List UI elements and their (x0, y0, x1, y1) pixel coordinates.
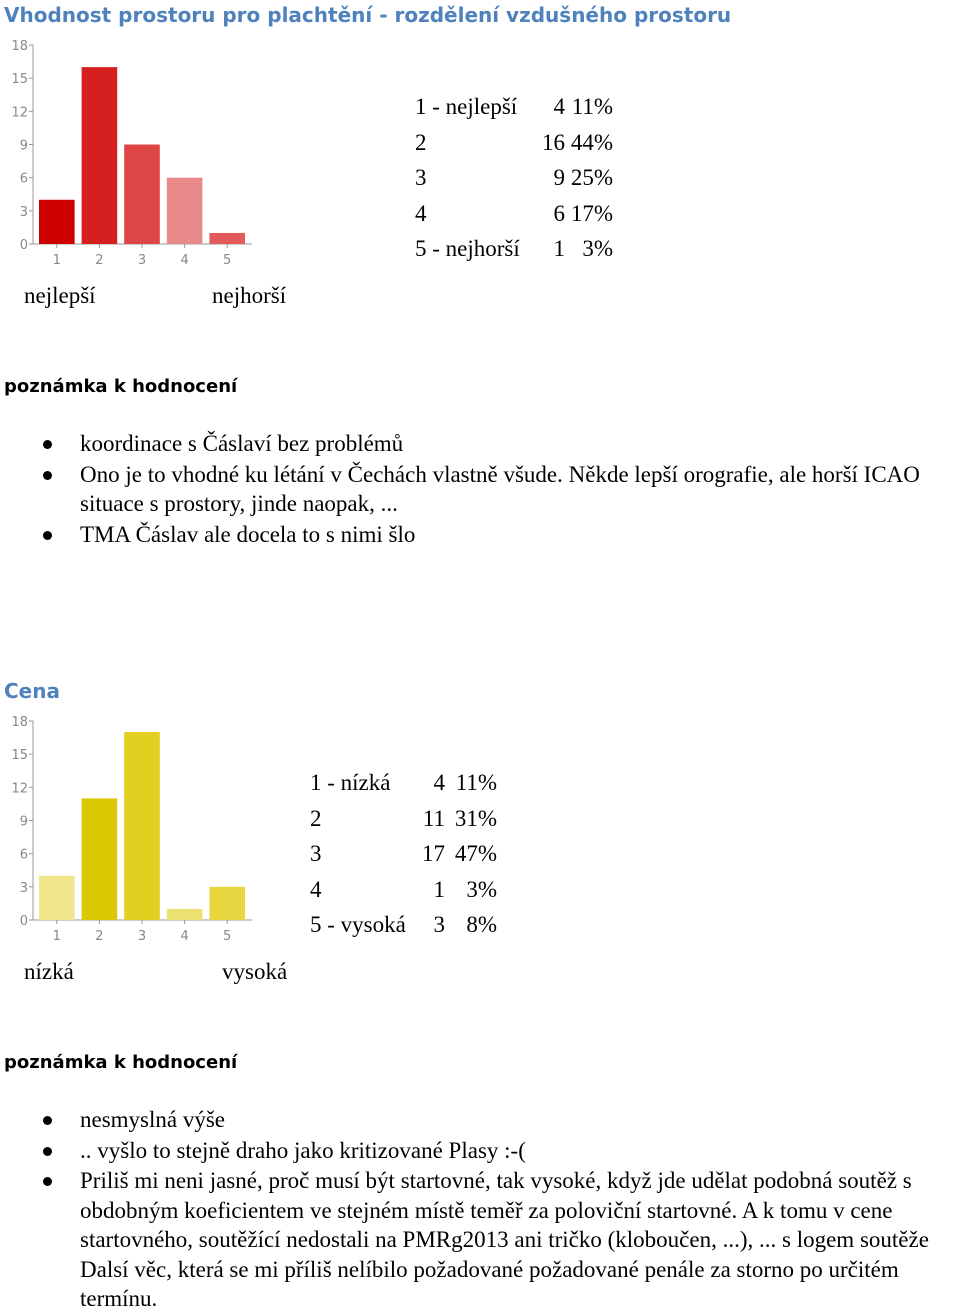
stat-percent: 11% (571, 94, 613, 119)
y-tick-label: 3 (19, 204, 28, 220)
bar (167, 178, 203, 244)
axis-low-label: nízká (24, 959, 74, 984)
bar (39, 200, 75, 244)
stat-row (310, 765, 497, 801)
airspace-bar-chart (0, 36, 270, 279)
x-tick-label: 3 (137, 253, 147, 268)
bar (167, 909, 203, 920)
axis-low-label: nejlepší (24, 283, 96, 308)
bar (124, 732, 160, 920)
stat-row (310, 801, 497, 837)
stat-count: 3 (433, 912, 445, 937)
stat-label: 4 (310, 876, 322, 902)
stat-percent: 25% (570, 165, 613, 190)
stat-count: 6 (553, 200, 565, 226)
note-heading: poznámka k hodnocení (4, 376, 238, 397)
stat-row (415, 231, 613, 267)
stat-label: 1 - nízká (310, 770, 391, 795)
stat-row (415, 160, 613, 196)
stat-row (415, 125, 613, 161)
y-tick-label: 18 (11, 39, 28, 54)
y-tick-label: 12 (11, 781, 28, 797)
y-tick-label: 15 (11, 748, 28, 764)
stat-count: 9 (553, 165, 565, 190)
y-tick-label: 15 (11, 72, 28, 88)
stat-count: 1 (433, 876, 445, 902)
airspace-stats (415, 89, 613, 267)
y-tick-label: 0 (19, 914, 28, 929)
list-item: koordinace s Čáslaví bez problémů (0, 429, 945, 459)
stat-row (310, 872, 497, 908)
stat-percent: 8% (466, 912, 497, 937)
y-tick-label: 9 (19, 814, 28, 830)
stat-percent: 31% (454, 805, 497, 831)
x-tick-label: 2 (95, 253, 104, 268)
stat-percent: 3% (466, 876, 497, 902)
y-tick-label: 6 (19, 171, 28, 187)
y-tick-label: 6 (19, 847, 28, 863)
x-tick-label: 1 (52, 253, 61, 268)
notes-list (0, 429, 945, 549)
x-tick-label: 3 (137, 929, 147, 944)
list-item: .. vyšlo to stejně draho jako kritizované Plasy :-( (0, 1136, 945, 1166)
stat-count: 11 (422, 805, 445, 831)
stat-percent: 3% (582, 236, 613, 261)
y-tick-label: 18 (11, 715, 28, 730)
stat-percent: 17% (570, 200, 613, 226)
x-tick-label: 1 (52, 929, 61, 944)
stat-count: 4 (433, 770, 445, 795)
x-tick-label: 4 (180, 929, 189, 944)
note-heading: poznámka k hodnocení (4, 1052, 238, 1073)
x-tick-label: 4 (180, 253, 189, 268)
price-stats (310, 765, 497, 943)
list-item: Ono je to vhodné ku létání v Čechách vlastně všude. Někde lepší orografie, ale horší ICAO situace s prostory, jinde naopak, ... (0, 460, 945, 519)
stat-label: 2 (310, 805, 322, 831)
stat-label: 1 - nejlepší (415, 94, 518, 119)
section-title-airspace: Vhodnost prostoru pro plachtění - rozdělení vzdušného prostoru (4, 3, 732, 27)
price-bar-chart (0, 712, 270, 955)
bar (209, 887, 245, 920)
stat-count: 1 (553, 236, 565, 261)
axis-high-label: nejhorší (212, 283, 287, 308)
x-tick-label: 2 (95, 929, 104, 944)
x-tick-label: 5 (223, 929, 232, 944)
stat-percent: 11% (455, 770, 497, 795)
bar (82, 798, 118, 920)
list-item: Priliš mi neni jasné, proč musí být startovné, tak vysoké, když jde udělat podobná soutěž s obdobným koeficientem ve stejném místě teměř za poloviční startovné. A k tomu v cene startovného, soutěžící nedostali na PMRg2013 ani tričko (kloboučen, ...), ... s logem soutěže Dalsí věc, která se mi příliš nelíbilo požadované požadované penále za storno po určitém termínu. (0, 1166, 945, 1314)
x-tick-label: 5 (223, 253, 232, 268)
stat-label: 5 - nejhorší (415, 236, 520, 261)
stat-label: 3 (415, 165, 427, 190)
notes-list (0, 1105, 945, 1314)
bar (39, 876, 75, 920)
axis-high-label: vysoká (222, 959, 288, 984)
stat-label: 3 (310, 841, 322, 866)
y-tick-label: 12 (11, 105, 28, 121)
y-tick-label: 9 (19, 138, 28, 154)
stat-row (310, 907, 497, 943)
stat-count: 16 (542, 129, 565, 155)
stat-label: 5 - vysoká (310, 912, 406, 937)
stat-label: 2 (415, 129, 427, 155)
bar (124, 145, 160, 245)
y-tick-label: 0 (19, 238, 28, 253)
list-item: TMA Čáslav ale docela to s nimi šlo (0, 520, 945, 550)
y-tick-label: 3 (19, 880, 28, 896)
stat-label: 4 (415, 200, 427, 226)
stat-percent: 44% (570, 129, 613, 155)
stat-row (310, 836, 497, 872)
bar (82, 67, 118, 244)
price-bar-chart-svg (0, 712, 270, 950)
stat-count: 17 (422, 841, 445, 866)
list-item: nesmyslná výše (0, 1105, 945, 1135)
airspace-bar-chart-svg (0, 36, 270, 274)
stat-count: 4 (553, 94, 565, 119)
stat-row (415, 89, 613, 125)
bar (209, 233, 245, 244)
section-title-price: Cena (4, 679, 60, 703)
stat-row (415, 196, 613, 232)
stat-percent: 47% (454, 841, 497, 866)
